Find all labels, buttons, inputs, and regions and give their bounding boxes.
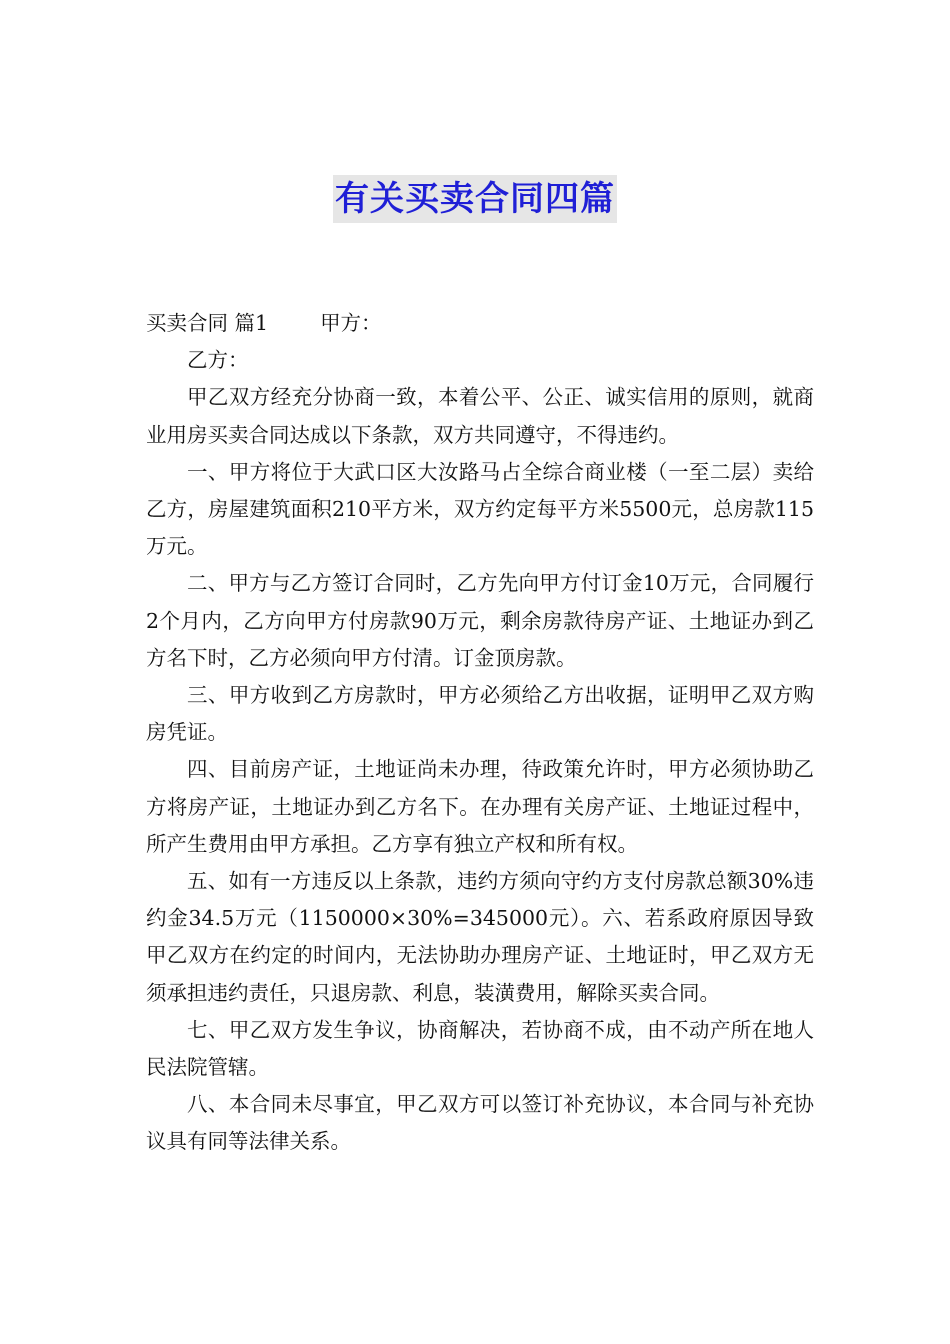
title-container — [0, 175, 950, 223]
header-line — [146, 305, 814, 342]
party-b-label: 乙方： — [187, 348, 249, 373]
document-title: 有关买卖合同四篇 — [333, 175, 617, 223]
paragraph-clause-8: 八、本合同未尽事宜，甲乙双方可以签订补充协议，本合同与补充协议具有同等法律关系。 — [146, 1092, 814, 1154]
document-body — [146, 305, 814, 1161]
paragraph-clause-1: 一、甲方将位于大武口区大汝路马占全综合商业楼（一至二层）卖给乙方，房屋建筑面积210平方米，双方约定每平方米5500元，总房款115万元。 — [146, 459, 814, 559]
paragraph-clause-4: 四、目前房产证，土地证尚未办理，待政策允许时，甲方必须协助乙方将房产证，土地证办到乙方名下。在办理有关房产证、土地证过程中，所产生费用由甲方承担。乙方享有独立产权和所有权。 — [146, 757, 814, 856]
paragraph-intro: 甲乙双方经充分协商一致，本着公平、公正、诚实信用的原则，就商业用房买卖合同达成以下条款，双方共同遵守，不得违约。 — [146, 385, 814, 447]
paragraph-clause-7: 七、甲乙双方发生争议，协商解决，若协商不成，由不动产所在地人民法院管辖。 — [146, 1017, 814, 1080]
paragraph-clause-5-6: 五、如有一方违反以上条款，违约方须向守约方支付房款总额30%违约金34.5万元（1150000×30%=345000元）。六、若系政府原因导致甲乙双方在约定的时间内，无法协助办理房产证、土地证时，甲乙双方无须承担违约责任，只退房款、利息，装潢费用，解除买卖合同。 — [146, 869, 814, 1005]
party-a-label: 甲方： — [320, 311, 382, 335]
paragraph-clause-2: 二、甲方与乙方签订合同时，乙方先向甲方付订金10万元，合同履行2个月内，乙方向甲方付房款90万元，剩余房款待房产证、土地证办到乙方名下时，乙方必须向甲方付清。订金顶房款。 — [146, 571, 814, 670]
paragraph-clause-3: 三、甲方收到乙方房款时，甲方必须给乙方出收据，证明甲乙双方购房凭证。 — [146, 683, 814, 745]
section-label: 买卖合同 篇1 — [146, 311, 269, 335]
